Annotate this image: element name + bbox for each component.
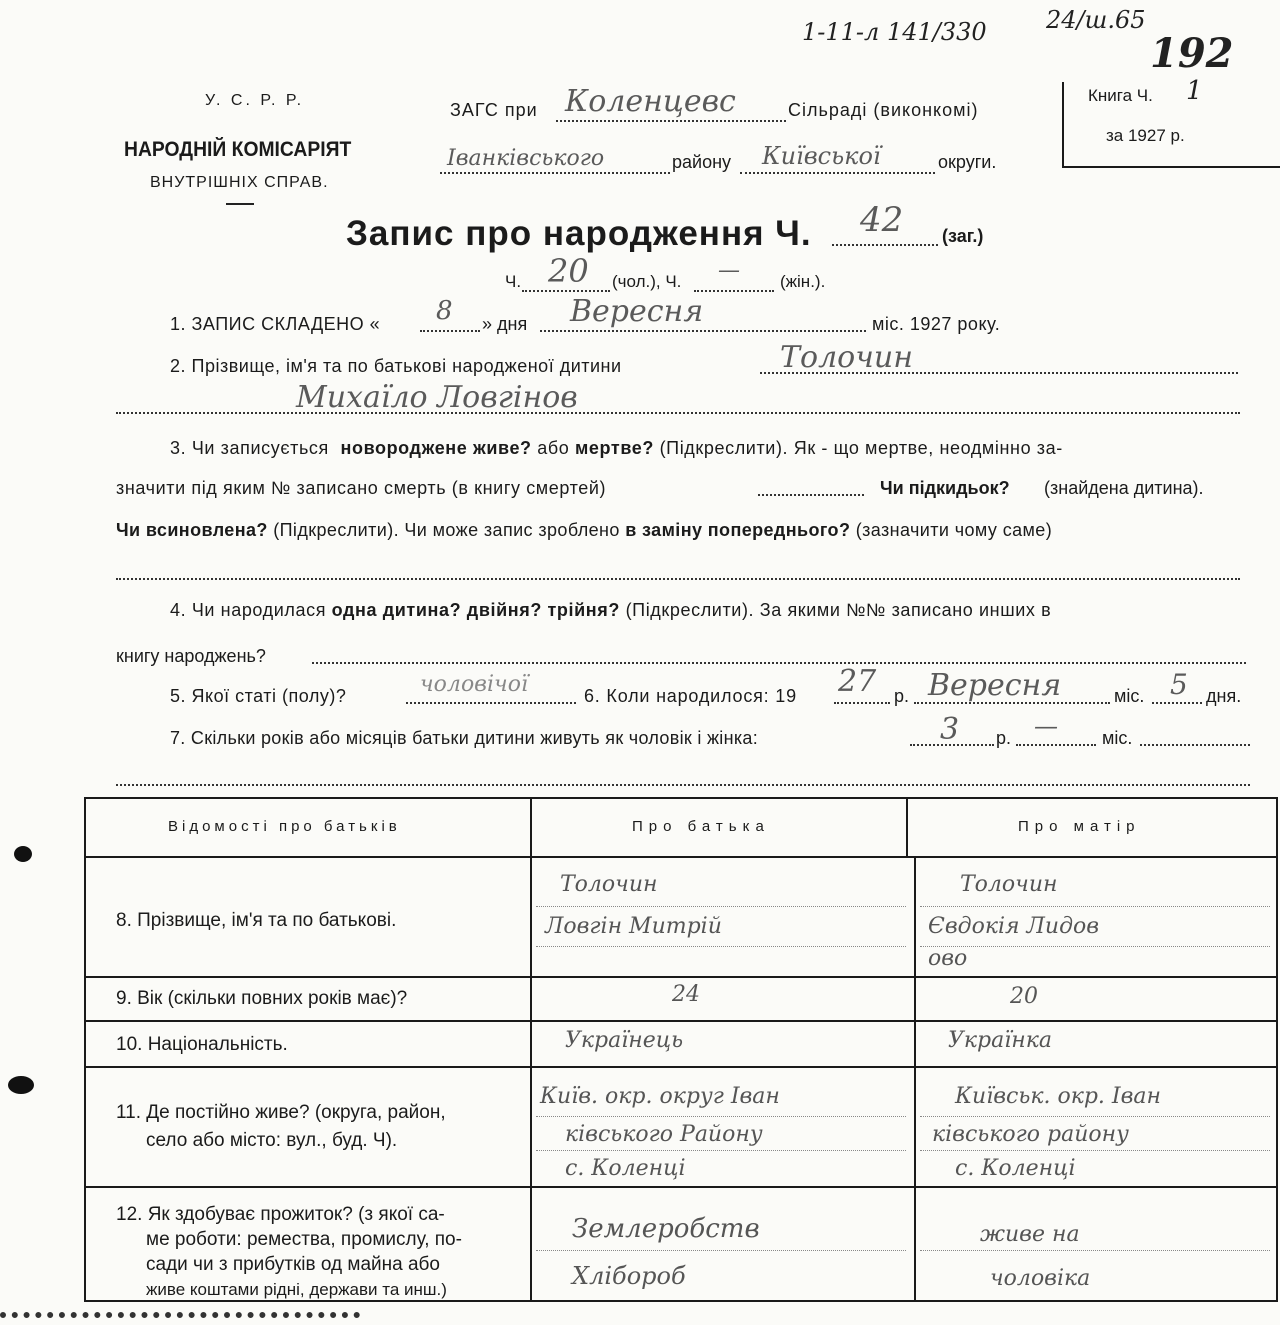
female-line (694, 290, 774, 292)
field3-line3 (116, 520, 1052, 541)
field7-years: 3 (940, 712, 960, 747)
field3-replacement: в заміну попереднього? (625, 520, 851, 540)
field4-multiplicity: одна дитина? двійня? трійня? (331, 600, 620, 620)
row8-father-2: Ловгін Митрій (545, 914, 722, 939)
field6-year-line (834, 702, 890, 704)
row12-mother-2: чоловіка (990, 1266, 1091, 1291)
field6-day: 5 (1170, 668, 1188, 701)
row8-father-1: Толочин (560, 872, 658, 897)
field4-text-c: (Підкреслити). За якими №№ записано инших в (625, 600, 1052, 620)
row9-label: 9. Вік (скільки повних років має)? (116, 988, 408, 1009)
field1-end: міс. 1927 року. (872, 314, 1001, 334)
book-number: 1 (1186, 76, 1203, 106)
row11-father-2: ківського Району (565, 1122, 763, 1147)
country-label: У. С. Р. Р. (205, 92, 305, 109)
female-number: — (718, 258, 740, 283)
row11-father-1: Київ. окр. округ Іван (540, 1084, 780, 1109)
field3-found-child: (знайдена дитина). (1044, 478, 1204, 498)
row12-label-3: сади чи з прибутків од майна або (146, 1254, 440, 1275)
field3-or: або (537, 438, 570, 458)
table-row9-bottom (86, 1020, 1278, 1022)
field6-month-line (914, 702, 1110, 704)
okruha-value: Київської (762, 142, 881, 170)
field3-death-record: значити під яким № записано смерть (в книгу смертей) (116, 478, 607, 498)
zags-village-value: Коленцевс (565, 84, 736, 119)
field6-month: Вересня (928, 668, 1062, 703)
row12-father-line (536, 1250, 906, 1251)
row8-father-line1 (536, 906, 906, 907)
row10-father: Українець (565, 1028, 684, 1053)
field4-line (312, 662, 1246, 664)
table-row11-bottom (86, 1186, 1278, 1188)
field6-mis: міс. (1114, 686, 1145, 706)
field6-dnya: дня. (1206, 686, 1242, 706)
page-number: 192 (1150, 30, 1234, 77)
row11-father-3: с. Коленці (565, 1156, 686, 1181)
male-suffix: (чол.), Ч. (612, 272, 682, 291)
male-number: 20 (548, 252, 589, 290)
header-divider (226, 203, 254, 205)
row11-mother-line2 (920, 1150, 1270, 1151)
field3-line4 (116, 578, 1240, 580)
page-edge-perforation (0, 1312, 360, 1318)
row8-mother-1: Толочин (960, 872, 1058, 897)
commissariat-title: НАРОДНІЙ КОМІСАРІЯТ (124, 138, 352, 161)
row8-mother-3: ово (928, 946, 968, 971)
table-divider-2b (914, 856, 916, 1302)
department-label: ВНУТРІШНІХ СПРАВ. (150, 174, 329, 191)
table-row8-bottom (86, 976, 1278, 978)
record-title: Запис про народження Ч. (346, 214, 812, 253)
okruha-line (740, 172, 935, 174)
row10-label: 10. Національність. (116, 1034, 288, 1055)
field2-label: 2. Прізвище, ім'я та по батькові народженої дитини (170, 356, 622, 376)
field7-end-line (1140, 744, 1250, 746)
archive-reference: 1-11-л 141/330 (802, 18, 987, 46)
row12-mother-1: живе на (980, 1222, 1080, 1247)
row12-label-4: живе коштами рідні, держави та инш.) (146, 1280, 447, 1299)
field6-year: 27 (838, 664, 877, 699)
book-box-bottom (1062, 166, 1280, 168)
field1-day: 8 (436, 296, 453, 326)
okruha-label: округи. (938, 152, 997, 172)
field1-label: 1. ЗАПИС СКЛАДЕНО « (170, 314, 381, 334)
field5-label: 5. Якої статі (полу)? (170, 686, 347, 706)
field5-value: чоловічої (420, 672, 528, 697)
field2-surname: Толочин (780, 340, 913, 375)
zags-suffix: Сільраді (виконкомі) (788, 100, 979, 120)
book-label: Книга Ч. (1088, 86, 1153, 105)
field3-text-d: (зазначити чому саме) (855, 520, 1053, 540)
row8-mother-line2 (920, 946, 1270, 947)
row8-mother-2: Євдокія Лидов (928, 914, 1100, 939)
row10-mother: Українка (948, 1028, 1053, 1053)
field3-line1 (170, 438, 1063, 459)
row12-label-1: 12. Як здобуває прожиток? (з якої са- (116, 1204, 445, 1225)
field2-line1 (760, 372, 1238, 374)
year-label: за 1927 р. (1106, 126, 1185, 145)
field7-mis: міс. (1102, 728, 1133, 748)
field7-extra-line (116, 784, 1250, 786)
row9-father: 24 (672, 982, 700, 1007)
field3-text-b: (Підкреслити). Чи може запис зроблено (273, 520, 620, 540)
row8-mother-line1 (920, 906, 1270, 907)
female-suffix: (жін.). (780, 272, 826, 291)
archive-note: 24/ш.65 (1046, 6, 1146, 34)
header-parents-info: Відомості про батьків (168, 818, 401, 835)
field3-foundling: Чи підкидьок? (880, 478, 1010, 498)
field7-months-line (1016, 744, 1096, 746)
row11-mother-2: ківського району (932, 1122, 1129, 1147)
row11-father-line2 (536, 1150, 906, 1151)
row12-label-2: ме роботи: ремества, промислу, по- (146, 1229, 462, 1250)
table-divider-2a (906, 797, 908, 857)
field7-label: 7. Скільки років або місяців батьки дитини живуть як чоловік і жінка: (170, 728, 759, 748)
zags-prefix: ЗАГС при (450, 100, 538, 120)
field6-r: р. (894, 686, 910, 706)
field1-month-line (540, 330, 866, 332)
field3-line2 (116, 478, 606, 499)
row9-mother: 20 (1010, 984, 1038, 1009)
field4-line2: книгу народжень? (116, 646, 266, 666)
book-box-left (1062, 82, 1064, 168)
field1-day-line (420, 330, 480, 332)
male-line (522, 290, 610, 292)
field3-adopted: Чи всиновлена? (116, 520, 268, 540)
field4-text-a: 4. Чи народилася (170, 600, 327, 620)
raion-value: Іванківського (447, 146, 605, 171)
row11-mother-3: с. Коленці (955, 1156, 1076, 1181)
raion-label: району (672, 152, 732, 172)
field3-alive: новороджене живе? (340, 438, 532, 458)
row8-father-line2 (536, 946, 906, 947)
row12-father-1: Землеробств (572, 1214, 760, 1244)
table-border-right (1276, 797, 1278, 1302)
binding-hole-top (14, 846, 32, 862)
row11-label-2: село або місто: вул., буд. Ч). (146, 1130, 398, 1151)
field5-line (406, 702, 576, 704)
field2-line2 (116, 412, 1240, 414)
field1-mid: » дня (482, 314, 528, 334)
field4-line1 (170, 600, 1051, 621)
header-father: Про батька (632, 818, 770, 835)
field3-text-a: 3. Чи записується (170, 438, 329, 458)
row11-mother-line1 (920, 1116, 1270, 1117)
field7-months: — (1034, 712, 1058, 740)
table-row10-bottom (86, 1066, 1278, 1068)
record-number: 42 (860, 200, 904, 240)
table-header-bottom (86, 856, 1278, 858)
row11-father-line1 (536, 1116, 906, 1117)
row12-mother-line (920, 1250, 1270, 1251)
raion-line (440, 172, 670, 174)
field6-label: 6. Коли народилося: 19 (584, 686, 797, 706)
row12-father-2: Хлібороб (572, 1262, 686, 1290)
field7-r: р. (996, 728, 1012, 748)
male-label: Ч. (505, 272, 522, 291)
row11-label-1: 11. Де постійно живе? (округа, район, (116, 1102, 446, 1123)
header-mother: Про матір (1018, 818, 1141, 835)
record-number-suffix: (заг.) (942, 226, 984, 246)
field3-death-line (758, 494, 864, 496)
field1-month: Вересня (570, 294, 704, 329)
field3-dead: мертве? (575, 438, 654, 458)
row11-mother-1: Київськ. окр. Іван (955, 1084, 1162, 1109)
table-divider-1 (530, 797, 532, 1302)
binding-hole-bottom (8, 1076, 34, 1094)
field3-text-e: (Підкреслити). Як - що мертве, неодмінно за- (659, 438, 1063, 458)
row8-label: 8. Прізвище, ім'я та по батькові. (116, 910, 397, 931)
table-border-left (84, 797, 86, 1302)
zags-village-line (556, 120, 786, 122)
field7-years-line (910, 744, 994, 746)
record-number-line (832, 244, 938, 246)
field6-day-line (1152, 702, 1202, 704)
table-border-top (86, 797, 1278, 799)
field2-name: Михаїло Ловгінов (296, 380, 578, 415)
